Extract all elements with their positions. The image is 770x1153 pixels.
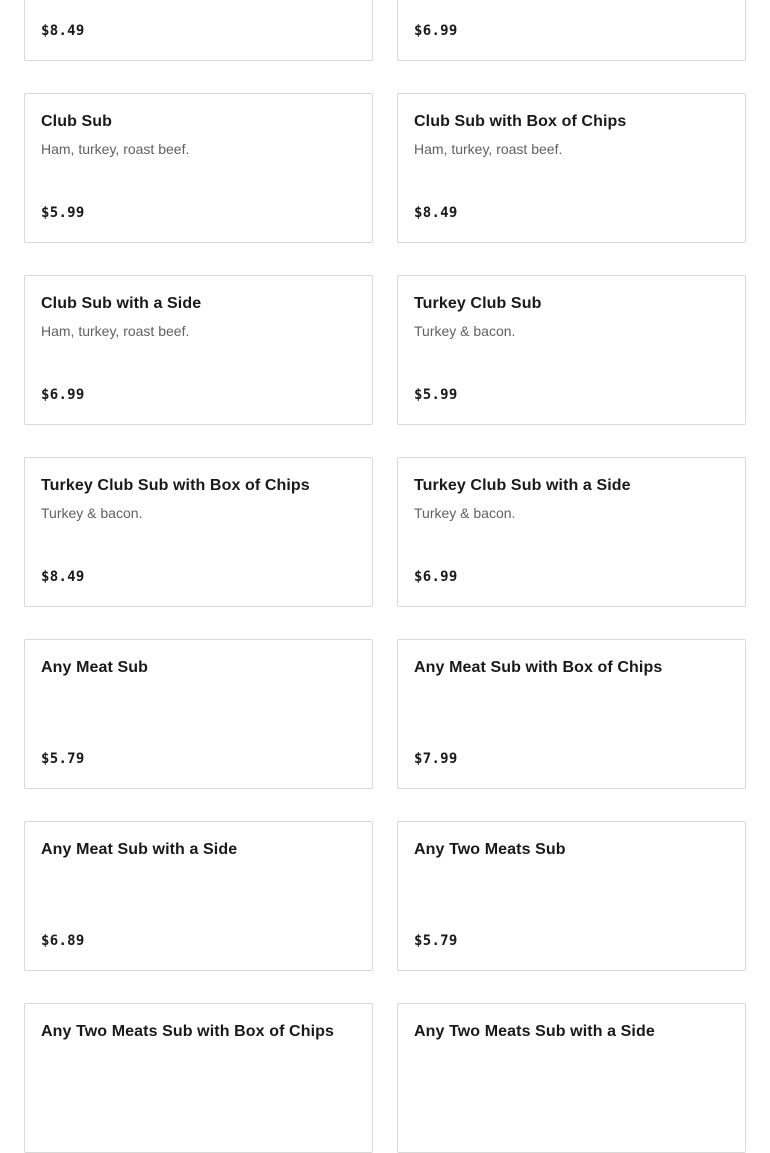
- menu-item-name: Turkey Club Sub with a Side: [414, 477, 631, 494]
- menu-item-card[interactable]: [24, 639, 373, 789]
- menu-item-card[interactable]: [397, 821, 746, 971]
- menu-item-name: Any Meat Sub with a Side: [41, 841, 238, 858]
- menu-item-price: $5.79: [41, 751, 85, 767]
- menu-item-card[interactable]: [24, 93, 373, 243]
- menu-item-card[interactable]: [24, 821, 373, 971]
- menu-item-description: Turkey & bacon.: [414, 505, 516, 521]
- menu-item-name: Any Two Meats Sub with Box of Chips: [41, 1023, 334, 1040]
- menu-item-price: $8.49: [414, 205, 458, 221]
- menu-item-card[interactable]: [397, 639, 746, 789]
- menu-item-name: Any Meat Sub: [41, 659, 148, 676]
- menu-item-price: $5.99: [414, 387, 458, 403]
- menu-item-price: $8.49: [41, 569, 85, 585]
- menu-item-name: Turkey Club Sub: [414, 295, 542, 312]
- menu-item-price: $5.99: [41, 205, 85, 221]
- menu-item-card[interactable]: [397, 275, 746, 425]
- menu-item-card[interactable]: [24, 1003, 373, 1153]
- menu-items-grid: [24, 0, 746, 1153]
- menu-item-card[interactable]: [397, 1003, 746, 1153]
- menu-item-price: $6.99: [414, 23, 458, 39]
- menu-item-description: Ham, turkey, roast beef.: [41, 323, 190, 339]
- menu-item-price: $5.79: [414, 933, 458, 949]
- menu-item-description: Ham, turkey, roast beef.: [41, 141, 190, 157]
- menu-item-name: Club Sub: [41, 113, 113, 130]
- menu-item-description: Ham, turkey, roast beef.: [414, 141, 563, 157]
- menu-item-card[interactable]: [397, 457, 746, 607]
- menu-item-card[interactable]: [397, 0, 746, 61]
- menu-item-card[interactable]: [24, 275, 373, 425]
- menu-item-name: Any Two Meats Sub with a Side: [414, 1023, 655, 1040]
- menu-item-name: Club Sub with Box of Chips: [414, 113, 627, 130]
- menu-item-price: $6.89: [41, 933, 85, 949]
- menu-item-price: $8.49: [41, 23, 85, 39]
- menu-item-name: Any Meat Sub with Box of Chips: [414, 659, 663, 676]
- menu-item-name: Turkey Club Sub with Box of Chips: [41, 477, 310, 494]
- menu-item-price: $6.99: [414, 569, 458, 585]
- menu-item-name: Any Two Meats Sub: [414, 841, 566, 858]
- menu-item-description: Turkey & bacon.: [41, 505, 143, 521]
- menu-item-price: $6.99: [41, 387, 85, 403]
- menu-item-description: Turkey & bacon.: [414, 323, 516, 339]
- menu-item-card[interactable]: [24, 457, 373, 607]
- menu-item-name: Club Sub with a Side: [41, 295, 202, 312]
- menu-item-card[interactable]: [24, 0, 373, 61]
- menu-item-price: $7.99: [414, 751, 458, 767]
- menu-item-card[interactable]: [397, 93, 746, 243]
